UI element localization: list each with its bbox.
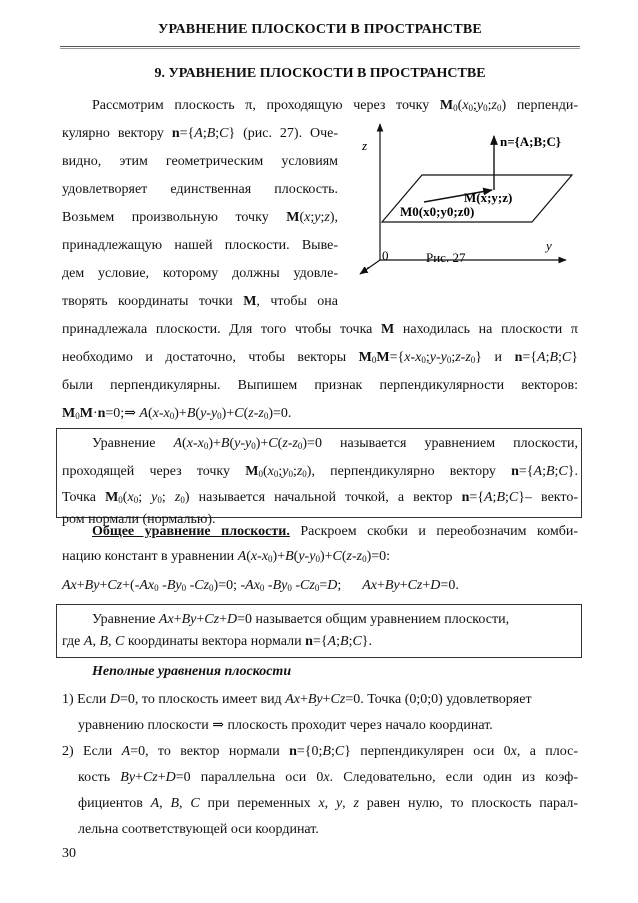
text-line: ром нормали (нормалью).	[62, 512, 216, 527]
text-line: видно, этим геометрическим условиям	[62, 154, 338, 169]
text-line: дем условие, которому должны удовле-	[62, 266, 338, 281]
text-line: принадлежала плоскости. Для того чтобы точка M находилась на плоскости π	[62, 322, 578, 337]
text-line: кулярно вектору n={A;B;C} (рис. 27). Оче-	[62, 126, 338, 141]
figure-caption: Рис. 27	[426, 250, 466, 265]
page-number: 30	[62, 846, 76, 861]
list-item-1: 1) Если D=0, то плоскость имеет вид Ax+By+Cz=0. Точка (0;0;0) удовлетворяет	[62, 692, 532, 707]
text-line: Возьмем произвольную точку M(x;y;z),	[62, 210, 338, 225]
text-line: проходящей через точку $M_0(x_0;y_0;z_0)$, перпендикулярно вектору n={A;B;C}.	[62, 464, 578, 479]
z-axis-label: z	[362, 138, 368, 153]
normal-label: n={A;B;C}	[500, 134, 561, 149]
list-item-2: 2) Если A=0, то вектор нормали n={0;B;C} перпендикулярен оси 0x, а плос-	[62, 744, 579, 759]
text-line: необходимо и достаточно, чтобы векторы $M_0M=\{x-x_0;y-y_0;z-z_0\}$ и n={A;B;C}	[62, 350, 578, 365]
text-line: $Ax+By+Cz+(-Ax_0$ $-By_0$ $-Cz_0)=0$; $-Ax_0$ $-By_0$ $-Cz_0=D$; Ax+By+Cz+D=0.	[62, 578, 459, 593]
text-line: Рассмотрим плоскость π, проходящую через точку $M_0(x_0;y_0;z_0)$ перпенди-	[92, 98, 578, 113]
text-line: удовлетворяет единственная плоскость.	[62, 182, 338, 197]
text-line: Точка $M_0(x_0$; $y_0$; $z_0$) называется начальной точкой, а вектор n={A;B;C}– векто-	[62, 490, 578, 505]
text-line: творять координаты точки M, чтобы она	[62, 294, 338, 309]
text-line: где A, B, C координаты вектора нормали n={A;B;C}.	[62, 634, 373, 649]
y-axis-label: y	[546, 238, 552, 253]
m-label: M(x;y;z)	[464, 190, 513, 205]
text-line: уравнению плоскости ⇒ плоскость проходит через начало координат.	[78, 718, 493, 733]
text-line: лельна соответствующей оси координат.	[78, 822, 319, 837]
text-line: кость By+Cz+D=0 параллельна оси 0x. Следовательно, если один из коэф-	[78, 770, 579, 785]
text-line: $M_0M\cdot n=0;\Rightarrow$ $A(x-x_0)+B(y-y_0)+C(z-z_0)=0$.	[62, 406, 292, 421]
text-line	[62, 492, 578, 512]
running-head: УРАВНЕНИЕ ПЛОСКОСТИ В ПРОСТРАНСТВЕ	[158, 22, 482, 37]
m0-label: M0(x0;y0;z0)	[400, 204, 475, 219]
incomplete-equations-heading: Неполные уравнения плоскости	[92, 664, 292, 679]
text-line: были перпендикулярны. Выпишем признак перпендикулярности векторов:	[62, 378, 578, 393]
header-rule	[60, 46, 580, 49]
x-axis-label: x	[363, 261, 369, 276]
text-line: нацию констант в уравнении $A(x-x_0)+B(y-y_0)+C(z-z_0)=0$:	[62, 549, 391, 564]
text-line: фициентов A, B, C при переменных x, y, z равен нулю, то плоскость парал-	[78, 796, 578, 811]
text-line: Уравнение Ax+By+Cz+D=0 называется общим уравнением плоскости,	[92, 612, 510, 627]
figure-plane-diagram	[346, 110, 606, 300]
text-line: принадлежащую нашей плоскости. Выве-	[62, 238, 338, 253]
section-title: 9. УРАВНЕНИЕ ПЛОСКОСТИ В ПРОСТРАНСТВЕ	[154, 66, 486, 81]
general-equation-line: Общее уравнение плоскости. Раскроем скобки и переобозначим комби-	[92, 524, 579, 539]
origin-label: 0	[382, 248, 389, 263]
text-line: Уравнение $A(x-x_0)+B(y-y_0)+C(z-z_0)=0$ называется уравнением плоскости,	[92, 436, 578, 451]
